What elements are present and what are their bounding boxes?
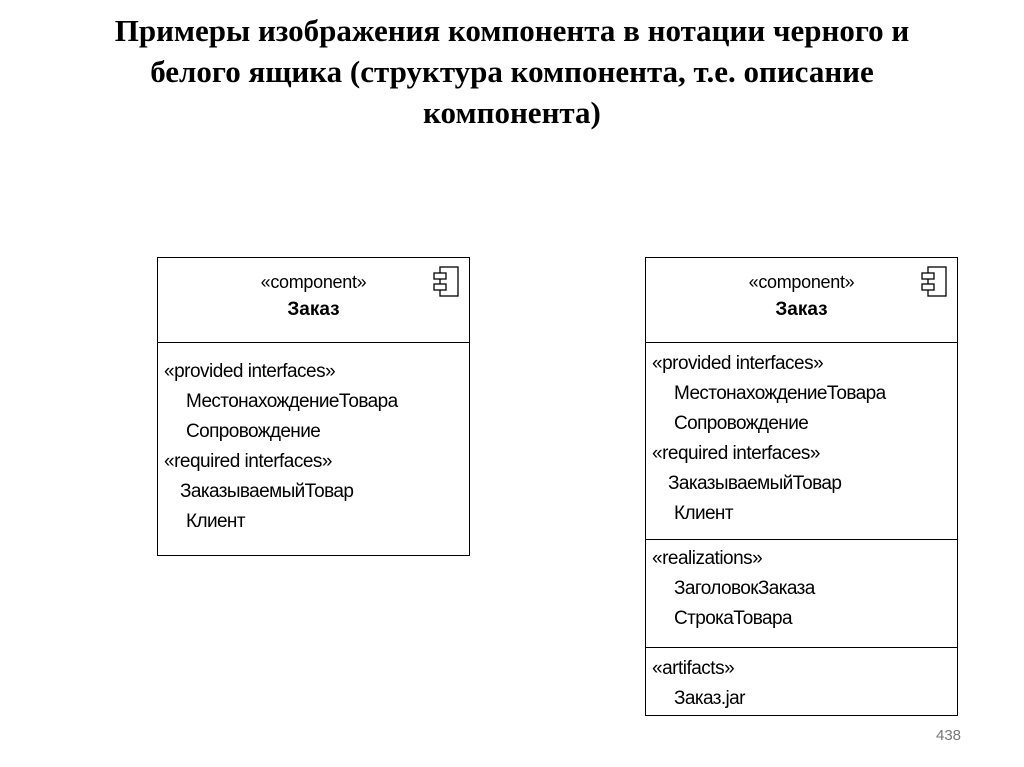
component-stereotype: «component» xyxy=(260,272,367,292)
component-stereotype: «component» xyxy=(748,272,855,292)
component-header xyxy=(158,258,469,342)
required-interface: ЗаказываемыйТовар xyxy=(180,481,354,502)
interfaces-compartment xyxy=(646,342,957,539)
provided-interface: Сопровождение xyxy=(674,413,809,434)
component-name: Заказ xyxy=(775,299,828,320)
required-interface: Клиент xyxy=(186,511,245,532)
required-interfaces-label: «required interfaces» xyxy=(652,443,820,464)
provided-interface: МестонахождениеТовара xyxy=(674,383,886,404)
artifact-item: Заказ.jar xyxy=(674,688,745,709)
provided-interfaces-label: «provided interfaces» xyxy=(652,353,824,374)
required-interfaces-label: «required interfaces» xyxy=(164,451,332,472)
required-interface: ЗаказываемыйТовар xyxy=(668,473,842,494)
component-name: Заказ xyxy=(287,299,340,320)
artifacts-compartment xyxy=(646,647,957,716)
realization-item: ЗаголовокЗаказа xyxy=(674,578,815,599)
slide-title xyxy=(40,10,984,133)
component-white-box xyxy=(645,257,958,716)
artifacts-label: «artifacts» xyxy=(652,658,735,679)
provided-interfaces-label: «provided interfaces» xyxy=(164,361,336,382)
realizations-label: «realizations» xyxy=(652,548,763,569)
required-interface: Клиент xyxy=(674,503,733,524)
component-icon xyxy=(433,266,463,298)
provided-interface: Сопровождение xyxy=(186,421,321,442)
title-line-3: компонента) xyxy=(423,95,601,130)
component-black-box xyxy=(157,257,470,556)
component-icon xyxy=(921,266,951,298)
realization-item: СтрокаТовара xyxy=(674,608,792,629)
component-header xyxy=(646,258,957,342)
page-number: 438 xyxy=(936,727,962,744)
title-line-1: Примеры изображения компонента в нотации черного и xyxy=(114,13,910,48)
interfaces-compartment xyxy=(158,342,469,555)
provided-interface: МестонахождениеТовара xyxy=(186,391,398,412)
title-line-2: белого ящика (структура компонента, т.е. описание xyxy=(150,54,874,89)
realizations-compartment xyxy=(646,539,957,647)
